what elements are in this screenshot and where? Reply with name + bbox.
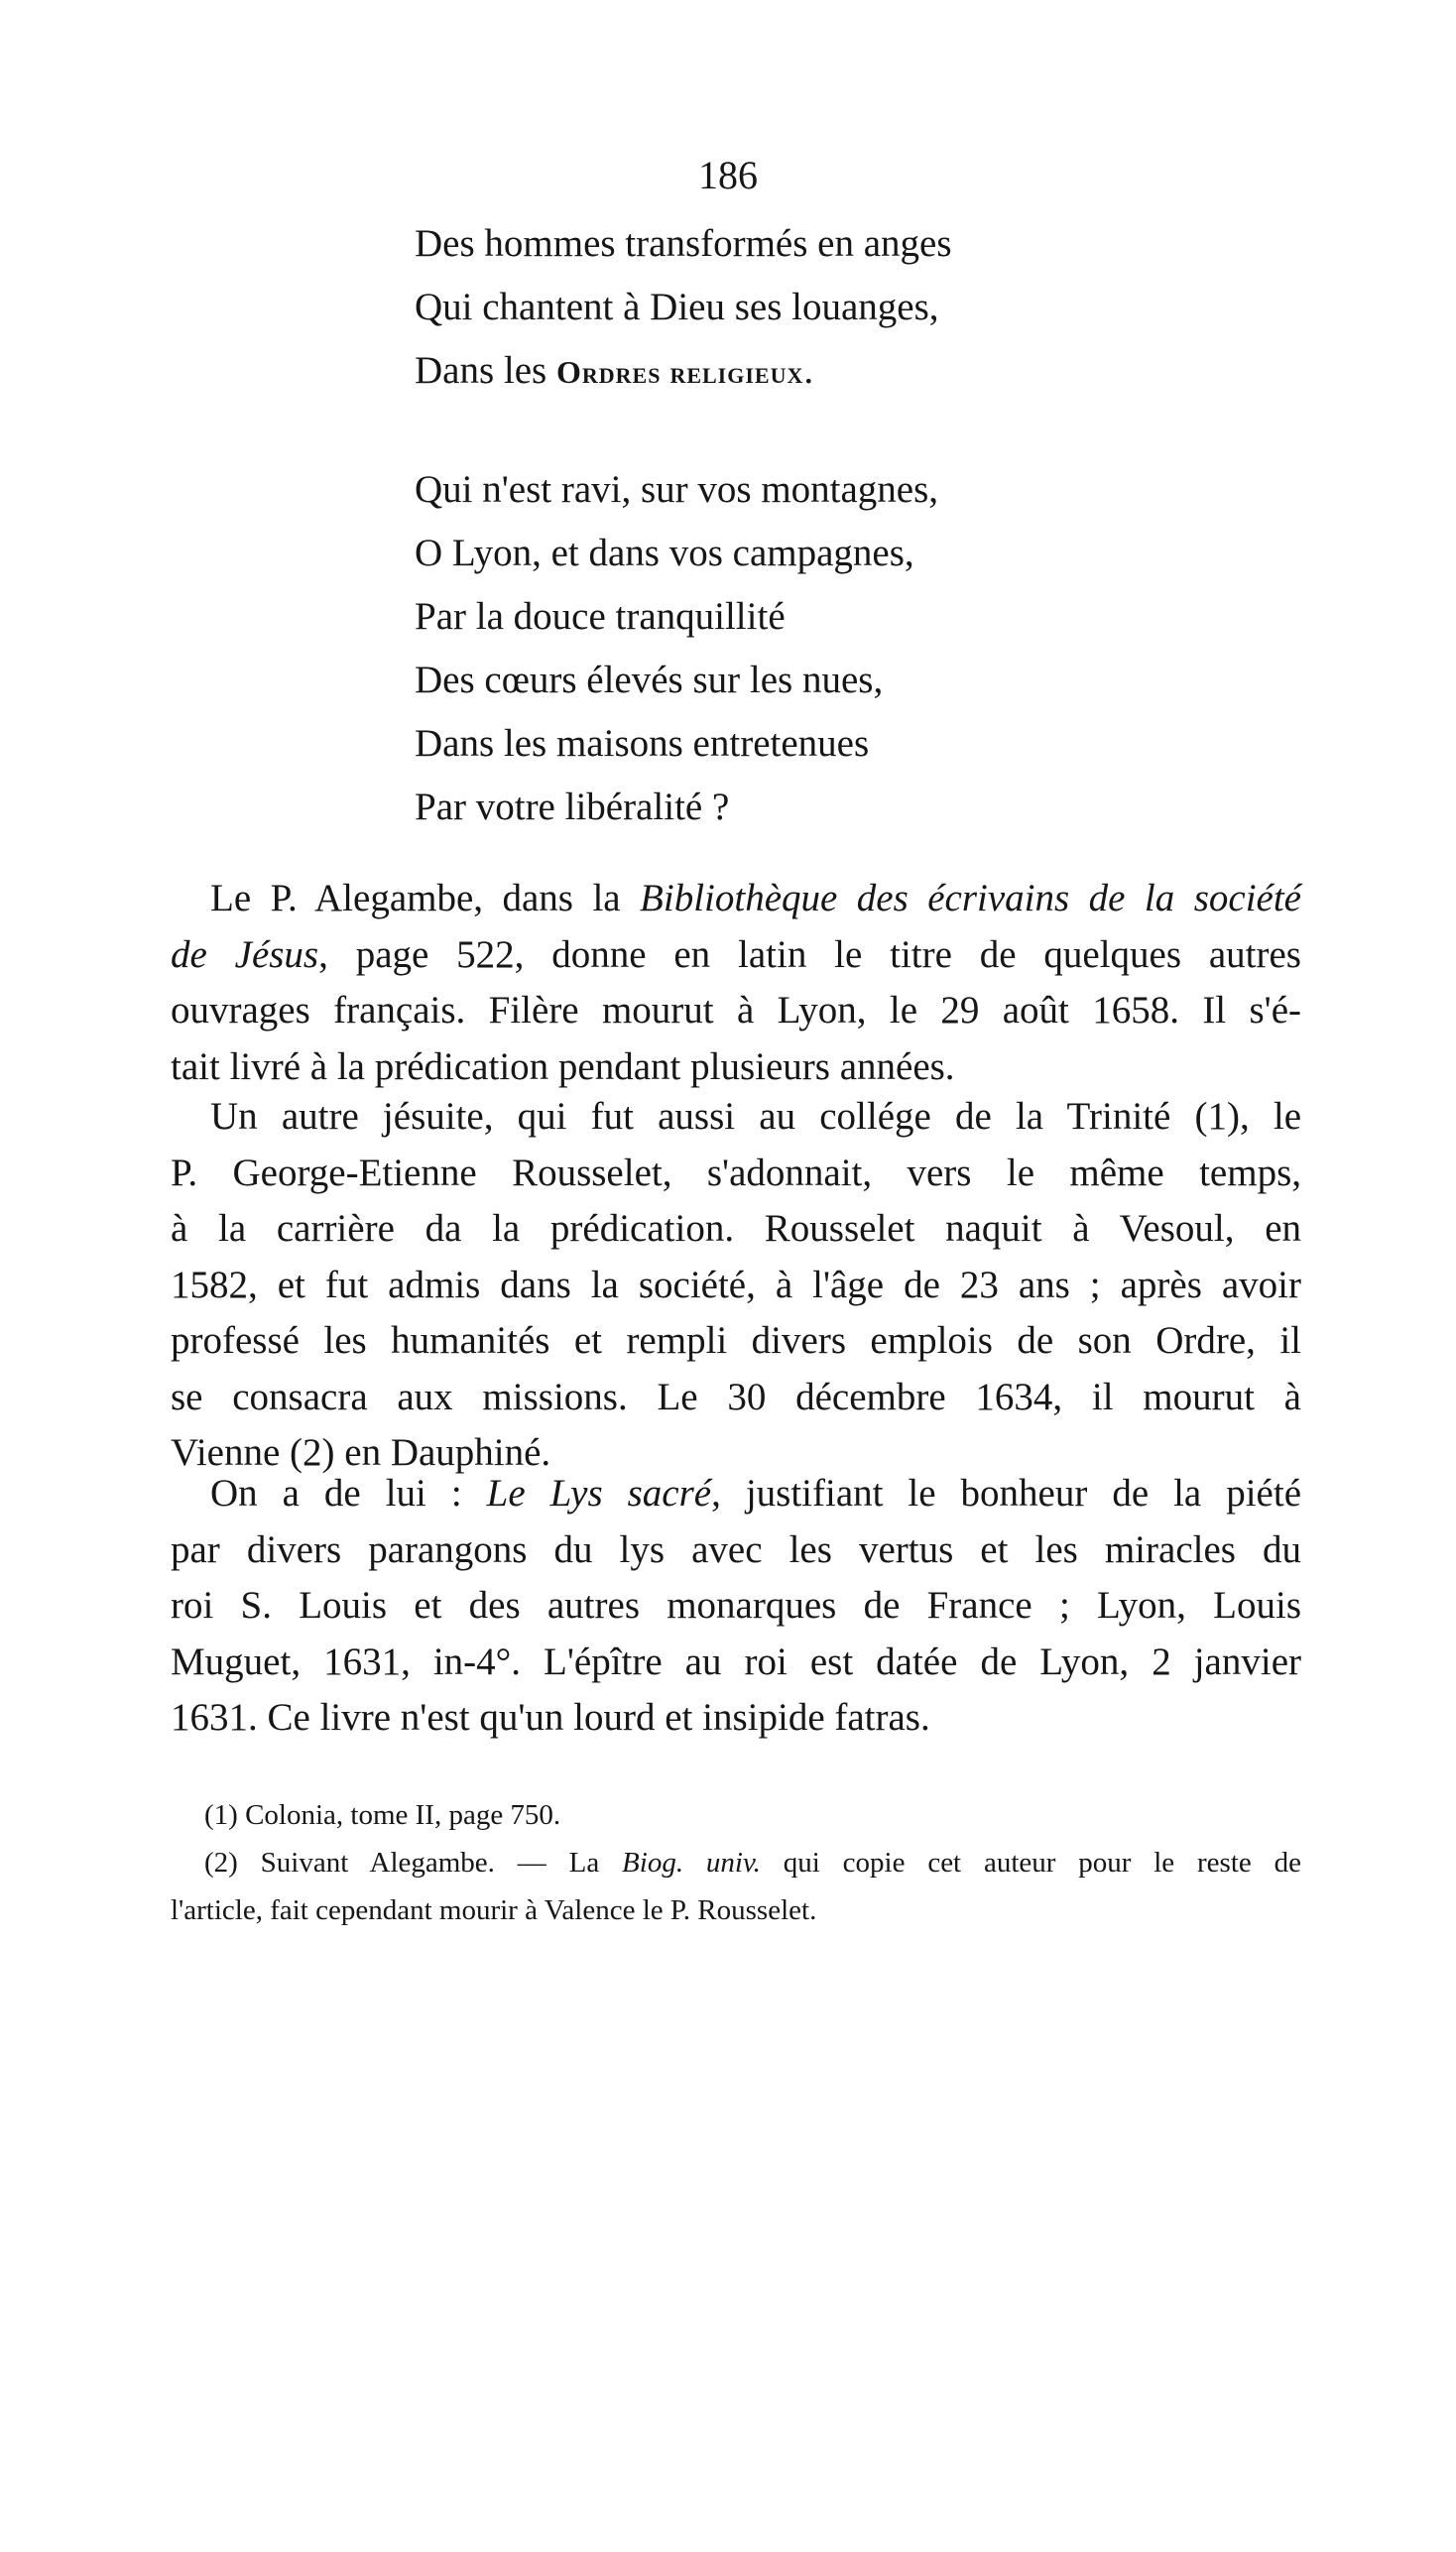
paragraph-line: roi S. Louis et des autres monarques de France ; Lyon, Louis (171, 1584, 1301, 1627)
footnotes (171, 1791, 1301, 1934)
book-title: de Jésus (171, 932, 319, 976)
verse-smallcaps: Ordres religieux (555, 354, 804, 390)
text-run: On a de lui : (210, 1472, 487, 1515)
paragraph-lys-sacre (171, 1466, 1301, 1747)
paragraph-line: 1582, et fut admis dans la société, à l'âge de 23 ans ; après avoir (171, 1263, 1301, 1306)
footnote-2-continued: l'article, fait cependant mourir à Valence le P. Rousselet. (171, 1894, 817, 1926)
verse-line: Qui chantent à Dieu ses louanges, (415, 286, 939, 328)
verse-line-prefix: Dans les (415, 349, 556, 392)
verse-line (415, 339, 952, 403)
book-title: Bibliothèque des écrivains de la société (640, 877, 1301, 919)
verse-line: Par votre libéralité ? (415, 786, 730, 828)
page-number: 186 (698, 153, 758, 197)
footnote-2 (171, 1839, 1301, 1886)
verse-line: Des hommes transformés en anges (415, 222, 952, 265)
verse-line: Par la douce tranquillité (415, 595, 786, 638)
paragraph-line: à la carrière da la prédication. Rousselet naquit à Vesoul, en (171, 1207, 1301, 1250)
paragraph-line (171, 927, 1301, 984)
verse-line: Des cœurs élevés sur les nues, (415, 659, 884, 701)
text-run: , page 522, donne en latin le titre de quelques autres (318, 932, 1301, 976)
verse-line: Qui n'est ravi, sur vos montagnes, (415, 468, 939, 511)
text-run: qui copie cet auteur pour le reste de (760, 1847, 1301, 1879)
paragraph-line: Un autre jésuite, qui fut aussi au collége de la Trinité (1), le (210, 1095, 1301, 1138)
paragraph-line: Muguet, 1631, in-4°. L'épître au roi est datée de Lyon, 2 janvier (171, 1640, 1301, 1683)
paragraph-line: ouvrages français. Filère mourut à Lyon, le 29 août 1658. Il s'é- (171, 989, 1301, 1032)
book-title: Le Lys sacré (486, 1472, 712, 1515)
verse-stanza-2 (415, 458, 938, 839)
paragraph-line (171, 871, 1301, 927)
paragraph-line: par divers parangons du lys avec les vertus et les miracles du (171, 1527, 1301, 1571)
paragraph-line: Vienne (2) en Dauphiné. (171, 1431, 551, 1474)
text-run: , justifiant le bonheur de la piété (711, 1472, 1302, 1515)
verse-line: O Lyon, et dans vos campagnes, (415, 532, 914, 574)
paragraph-alegambe (171, 871, 1301, 1095)
abbreviation: Biog. univ. (622, 1847, 761, 1879)
footnote-1: (1) Colonia, tome II, page 750. (204, 1799, 561, 1831)
paragraph-line (171, 1466, 1301, 1522)
paragraph-line: se consacra aux missions. Le 30 décembre 1634, il mourut à (171, 1375, 1301, 1418)
verse-stanza-1 (415, 212, 952, 403)
text-run: (2) Suivant Alegambe. — La (204, 1847, 623, 1879)
paragraph-rousselet (171, 1089, 1301, 1482)
verse-line-suffix: . (803, 349, 814, 392)
text-run: Le P. Alegambe, dans la (210, 877, 641, 919)
verse-line: Dans les maisons entretenues (415, 722, 870, 765)
paragraph-line: P. George-Etienne Rousselet, s'adonnait, vers le même temps, (171, 1151, 1301, 1194)
paragraph-line: professé les humanités et rempli divers emplois de son Ordre, il (171, 1319, 1301, 1362)
paragraph-line: tait livré à la prédication pendant plusieurs années. (171, 1044, 955, 1088)
paragraph-line: 1631. Ce livre n'est qu'un lourd et insipide fatras. (171, 1696, 930, 1739)
